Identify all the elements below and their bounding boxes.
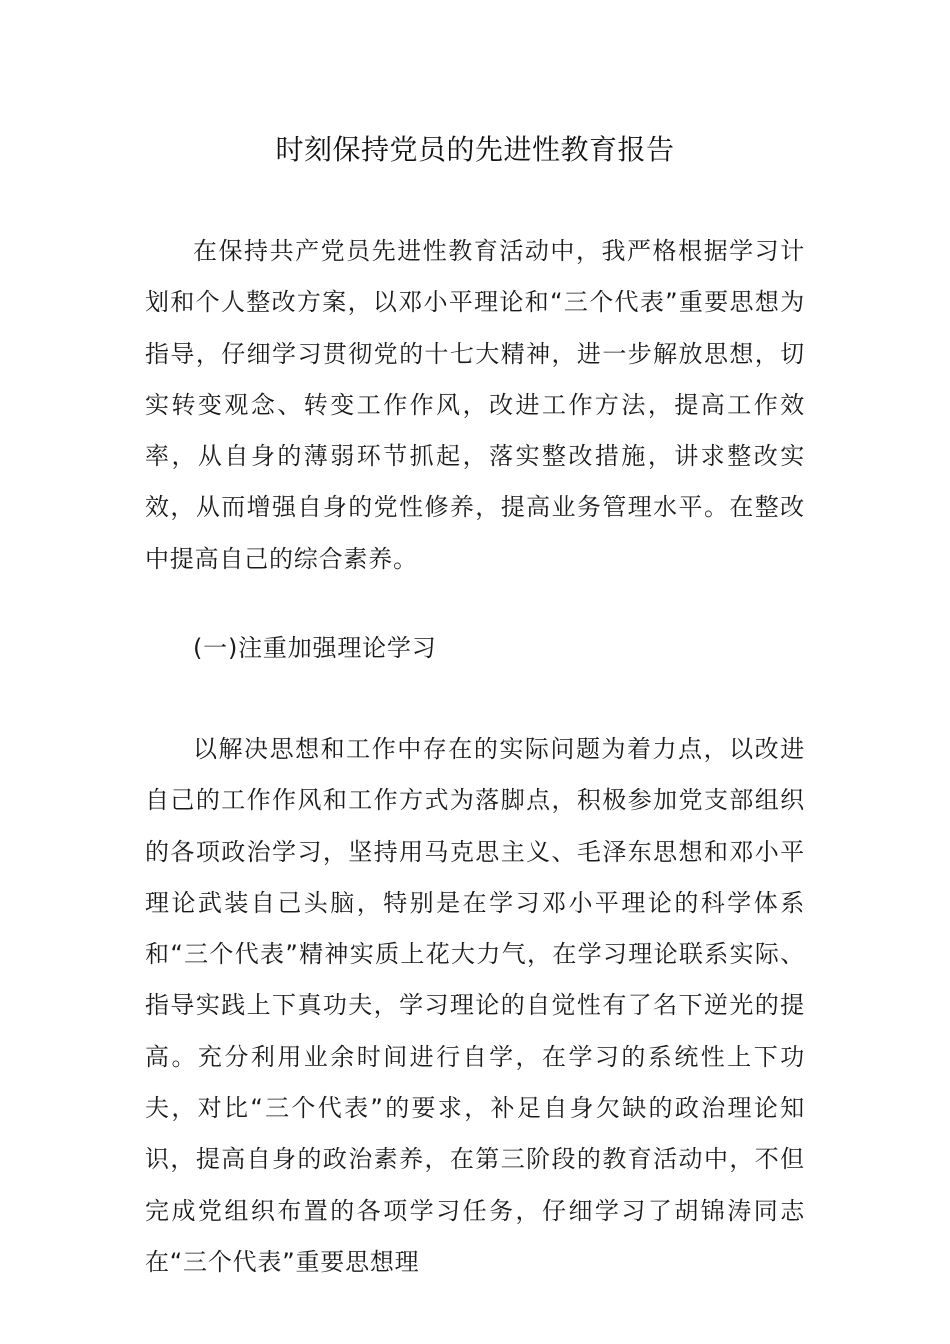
body-paragraph-1: 在保持共产党员先进性教育活动中，我严格根据学习计划和个人整改方案，以邓小平理论和“三个代表”重要思想为指导，仔细学习贯彻党的十七大精神，进一步解放思想，切实转变观念、转变工作作风，改进工作方法，提高工作效率，从自身的薄弱环节抓起，落实整改措施，讲求整改实效，从而增强自身的党性修养，提高业务管理水平。在整改中提高自己的综合素养。 [145, 237, 805, 573]
body-paragraph-2: 以解决思想和工作中存在的实际问题为着力点，以改进自己的工作作风和工作方式为落脚点，积极参加党支部组织的各项政治学习，坚持用马克思主义、毛泽东思想和邓小平理论武装自己头脑，特别是在学习邓小平理论的科学体系和“三个代表”精神实质上花大力气，在学习理论联系实际、指导实践上下真功夫，学习理论的自觉性有了名下逆光的提高。充分利用业余时间进行自学，在学习的系统性上下功夫，对比“三个代表”的要求，补足自身欠缺的政治理论知识，提高自身的政治素养，在第三阶段的教育活动中，不但完成党组织布置的各项学习任务，仔细学习了胡锦涛同志在“三个代表”重要思想理 [145, 735, 805, 1276]
section-heading-1: (一)注重加强理论学习 [193, 634, 437, 662]
document-title: 时刻保持党员的先进性教育报告 [275, 133, 675, 166]
